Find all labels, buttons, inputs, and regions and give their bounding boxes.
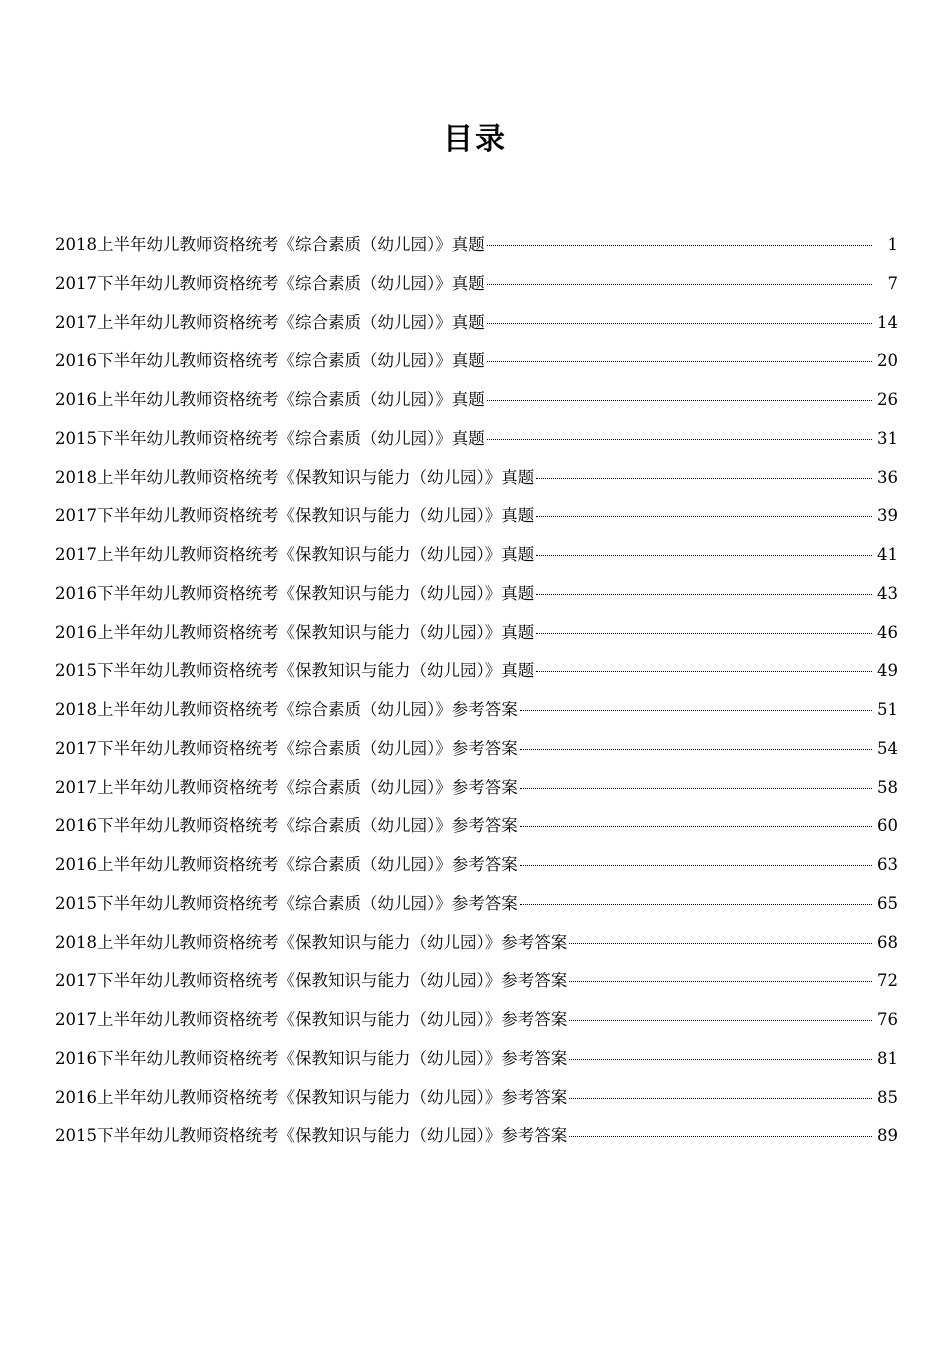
toc-entry-title: 2015下半年幼儿教师资格统考《保教知识与能力（幼儿园）》参考答案	[55, 1126, 568, 1146]
dot-leader	[536, 671, 872, 672]
toc-entry-page: 49	[877, 661, 898, 681]
dot-leader	[487, 361, 872, 362]
toc-entry-title: 2016下半年幼儿教师资格统考《综合素质（幼儿园）》真题	[55, 351, 485, 371]
dot-leader	[536, 633, 872, 634]
dot-leader	[569, 1098, 872, 1099]
toc-entry[interactable]	[55, 850, 898, 889]
toc-entry-title: 2016上半年幼儿教师资格统考《保教知识与能力（幼儿园）》参考答案	[55, 1087, 568, 1107]
toc-entry-page: 85	[877, 1087, 898, 1107]
toc-entry-page: 14	[877, 312, 898, 332]
dot-leader	[487, 439, 872, 440]
toc-entry-page: 68	[877, 932, 898, 952]
toc-entry-page: 54	[877, 738, 898, 758]
toc-entry[interactable]	[55, 695, 898, 734]
toc-entry-title: 2018上半年幼儿教师资格统考《综合素质（幼儿园）》参考答案	[55, 700, 518, 719]
toc-entry-title: 2016上半年幼儿教师资格统考《综合素质（幼儿园）》参考答案	[55, 855, 518, 874]
toc-entry-title: 2017下半年幼儿教师资格统考《保教知识与能力（幼儿园）》参考答案	[55, 971, 568, 991]
toc-entry[interactable]	[55, 618, 898, 657]
toc-entry[interactable]	[55, 1005, 898, 1044]
toc-entry-title: 2018上半年幼儿教师资格统考《保教知识与能力（幼儿园）》真题	[55, 467, 535, 487]
toc-entry[interactable]	[55, 734, 898, 773]
dot-leader	[520, 788, 872, 789]
table-of-contents	[55, 230, 898, 1160]
dot-leader	[569, 1059, 872, 1060]
toc-entry[interactable]	[55, 811, 898, 850]
toc-entry[interactable]	[55, 385, 898, 424]
toc-entry[interactable]	[55, 1083, 898, 1122]
toc-entry-page: 7	[887, 273, 898, 293]
toc-entry-title: 2018上半年幼儿教师资格统考《保教知识与能力（幼儿园）》参考答案	[55, 932, 568, 952]
toc-entry-page: 39	[877, 506, 898, 526]
toc-entry[interactable]	[55, 308, 898, 347]
toc-entry-title: 2016下半年幼儿教师资格统考《保教知识与能力（幼儿园）》参考答案	[55, 1048, 568, 1068]
toc-entry-title: 2018上半年幼儿教师资格统考《综合素质（幼儿园）》真题	[55, 235, 485, 254]
toc-entry-title: 2017上半年幼儿教师资格统考《综合素质（幼儿园）》真题	[55, 312, 485, 332]
toc-entry-title: 2015下半年幼儿教师资格统考《综合素质（幼儿园）》参考答案	[55, 893, 518, 913]
toc-entry-title: 2015下半年幼儿教师资格统考《保教知识与能力（幼儿园）》真题	[55, 661, 535, 681]
toc-entry-page: 41	[877, 545, 898, 564]
dot-leader	[487, 323, 872, 324]
toc-entry[interactable]	[55, 463, 898, 502]
dot-leader	[520, 904, 872, 905]
toc-entry-page: 26	[877, 390, 898, 409]
toc-entry[interactable]	[55, 773, 898, 812]
toc-entry[interactable]	[55, 230, 898, 269]
toc-entry-page: 76	[877, 1010, 898, 1029]
toc-entry-title: 2017上半年幼儿教师资格统考《保教知识与能力（幼儿园）》参考答案	[55, 1010, 568, 1029]
toc-entry-page: 51	[877, 700, 898, 719]
dot-leader	[520, 749, 872, 750]
toc-entry-title: 2017上半年幼儿教师资格统考《保教知识与能力（幼儿园）》真题	[55, 545, 535, 564]
toc-entry-page: 81	[877, 1048, 898, 1068]
dot-leader	[487, 400, 872, 401]
toc-entry-title: 2016下半年幼儿教师资格统考《综合素质（幼儿园）》参考答案	[55, 816, 518, 836]
toc-entry-page: 63	[877, 855, 898, 874]
toc-entry-page: 58	[877, 777, 898, 797]
dot-leader	[536, 516, 872, 517]
toc-entry[interactable]	[55, 579, 898, 618]
toc-entry[interactable]	[55, 1121, 898, 1160]
toc-entry[interactable]	[55, 889, 898, 928]
toc-entry-page: 36	[877, 467, 898, 487]
dot-leader	[520, 826, 872, 827]
toc-entry[interactable]	[55, 1044, 898, 1083]
toc-entry[interactable]	[55, 656, 898, 695]
toc-entry-title: 2017下半年幼儿教师资格统考《综合素质（幼儿园）》真题	[55, 273, 485, 293]
toc-entry-page: 60	[877, 816, 898, 836]
dot-leader	[569, 981, 872, 982]
dot-leader	[569, 943, 872, 944]
toc-entry-title: 2015下半年幼儿教师资格统考《综合素质（幼儿园）》真题	[55, 428, 485, 448]
dot-leader	[536, 478, 872, 479]
dot-leader	[536, 555, 872, 556]
dot-leader	[520, 710, 872, 711]
dot-leader	[487, 284, 872, 285]
toc-entry[interactable]	[55, 269, 898, 308]
dot-leader	[520, 865, 872, 866]
toc-entry-title: 2016上半年幼儿教师资格统考《综合素质（幼儿园）》真题	[55, 390, 485, 409]
toc-entry-title: 2016下半年幼儿教师资格统考《保教知识与能力（幼儿园）》真题	[55, 583, 535, 603]
toc-entry[interactable]	[55, 501, 898, 540]
toc-entry-page: 65	[877, 893, 898, 913]
toc-entry[interactable]	[55, 966, 898, 1005]
toc-entry-page: 46	[877, 622, 898, 642]
toc-entry-page: 1	[887, 235, 898, 254]
toc-entry-title: 2017上半年幼儿教师资格统考《综合素质（幼儿园）》参考答案	[55, 777, 518, 797]
page-title: 目录	[443, 122, 507, 157]
dot-leader	[569, 1136, 872, 1137]
toc-entry-title: 2016上半年幼儿教师资格统考《保教知识与能力（幼儿园）》真题	[55, 622, 535, 642]
toc-entry-page: 72	[877, 971, 898, 991]
toc-entry[interactable]	[55, 424, 898, 463]
toc-entry-title: 2017下半年幼儿教师资格统考《保教知识与能力（幼儿园）》真题	[55, 506, 535, 526]
dot-leader	[569, 1020, 872, 1021]
toc-entry-page: 31	[877, 428, 898, 448]
toc-entry-page: 20	[877, 351, 898, 371]
toc-entry[interactable]	[55, 540, 898, 579]
toc-entry-page: 43	[877, 583, 898, 603]
toc-entry[interactable]	[55, 928, 898, 967]
toc-entry-page: 89	[877, 1126, 898, 1146]
dot-leader	[487, 245, 872, 246]
toc-entry-title: 2017下半年幼儿教师资格统考《综合素质（幼儿园）》参考答案	[55, 738, 518, 758]
toc-entry[interactable]	[55, 346, 898, 385]
dot-leader	[536, 594, 872, 595]
